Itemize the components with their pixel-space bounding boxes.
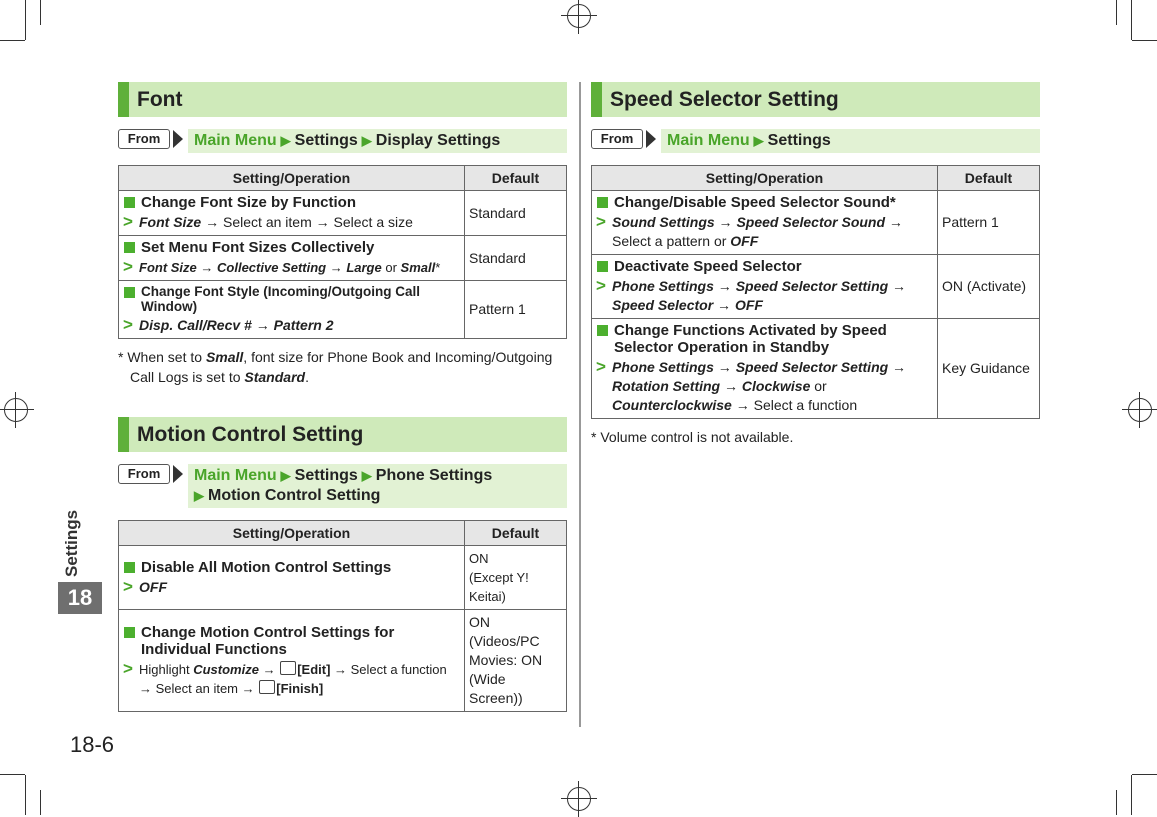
default-value xyxy=(465,546,567,610)
registration-mark xyxy=(0,392,34,428)
default-line: Movies: ON xyxy=(469,652,543,668)
op-step: Select a function xyxy=(350,661,447,677)
op-step: OFF xyxy=(734,297,763,313)
op-step: Pattern 2 xyxy=(273,317,334,333)
op-step: Phone Settings xyxy=(612,359,714,375)
crop-mark xyxy=(40,790,41,815)
crop-mark xyxy=(1131,0,1132,40)
op-step: Sound Settings xyxy=(612,214,715,230)
arrow-icon xyxy=(173,130,183,148)
registration-mark xyxy=(561,781,597,817)
path-main-menu: Main Menu xyxy=(667,132,750,149)
path-main-menu: Main Menu xyxy=(194,467,277,484)
col-header-default: Default xyxy=(465,521,567,546)
item-title: Set Menu Font Sizes Collectively xyxy=(141,239,375,256)
note-text: Standard xyxy=(244,369,306,385)
op-key: [Finish] xyxy=(276,680,324,696)
from-path xyxy=(118,129,567,153)
path-item: Settings xyxy=(767,132,831,149)
chevron-right-icon: > xyxy=(123,658,133,678)
square-bullet-icon xyxy=(124,242,135,253)
left-column xyxy=(118,82,567,712)
op-step: Select an item xyxy=(155,680,238,696)
table-row: Change Motion Control Settings for Individual Functions > Highlight Customize → [Edit] → Select a function → Select an item → [Finish] ON (Videos/PC Movies: ON (Wide Screen)) xyxy=(119,610,567,712)
from-path xyxy=(591,129,1040,153)
table-row xyxy=(119,546,567,610)
op-step: Customize xyxy=(193,661,259,677)
op-step: Select a function xyxy=(753,397,858,413)
crop-mark xyxy=(1116,0,1117,25)
from-badge: From xyxy=(118,129,170,149)
crop-mark xyxy=(25,775,26,815)
triangle-icon: ▶ xyxy=(194,488,204,503)
chapter-number: 18 xyxy=(58,582,102,614)
square-bullet-icon xyxy=(597,261,608,272)
default-line: ON xyxy=(469,551,489,566)
op-step: Small xyxy=(400,260,436,275)
square-bullet-icon xyxy=(124,627,135,638)
footnote-mark: * xyxy=(591,429,597,445)
square-bullet-icon xyxy=(124,287,135,298)
op-step: Speed Selector Setting xyxy=(735,278,889,294)
item-title: Change Motion Control Settings for Individual Functions xyxy=(141,623,395,658)
item-title: Change Font Size by Function xyxy=(141,194,356,211)
path-item: Settings xyxy=(294,467,358,484)
table-row: Change Functions Activated by Speed Selector Operation in Standby > Phone Settings → Speed Selector Setting → Rotation Setting → Clockwise or Counterclockwise → Select a function Key Guidance xyxy=(592,319,1040,419)
from-path xyxy=(118,464,567,508)
op-step: Speed Selector Sound xyxy=(736,214,886,230)
crop-mark xyxy=(1132,40,1157,41)
chevron-right-icon: > xyxy=(596,212,606,231)
square-bullet-icon xyxy=(124,562,135,573)
default-value: ON (Activate) xyxy=(938,255,1040,319)
menu-path xyxy=(188,464,567,508)
section-title-font: Font xyxy=(118,82,567,117)
note-text: . xyxy=(305,369,309,385)
col-header-default: Default xyxy=(938,166,1040,191)
item-title: Change Functions Activated by Speed Selector Operation in Standby xyxy=(614,322,887,356)
arrow-icon xyxy=(646,130,656,148)
from-badge: From xyxy=(591,129,643,149)
menu-path xyxy=(188,129,567,153)
table-row: Set Menu Font Sizes Collectively > Font Size → Collective Setting → Large or Small* Standard xyxy=(119,236,567,281)
chevron-right-icon: > xyxy=(596,276,606,295)
triangle-icon: ▶ xyxy=(280,133,291,148)
op-step: Phone Settings xyxy=(612,278,714,294)
footnote xyxy=(118,347,567,387)
default-value: Key Guidance xyxy=(938,319,1040,419)
section-title-speed: Speed Selector Setting xyxy=(591,82,1040,117)
op-step: Select an item xyxy=(223,214,312,230)
chevron-right-icon: > xyxy=(123,576,133,596)
crop-mark xyxy=(25,0,26,40)
default-value: Standard xyxy=(465,191,567,236)
page-number: 18-6 xyxy=(70,732,115,757)
op-step: Clockwise xyxy=(741,378,811,394)
table-row: Deactivate Speed Selector > Phone Settings → Speed Selector Setting → Speed Selector → OFF ON (Activate) xyxy=(592,255,1040,319)
op-step: Select a pattern or xyxy=(612,233,727,249)
item-title: Deactivate Speed Selector xyxy=(614,258,802,275)
default-line: (Wide Screen)) xyxy=(469,671,523,706)
note-text: When set to xyxy=(127,349,203,365)
note-text: Volume control is not available. xyxy=(600,429,794,445)
column-divider xyxy=(579,82,581,727)
col-header-op: Setting/Operation xyxy=(119,166,465,191)
square-bullet-icon xyxy=(124,197,135,208)
chevron-right-icon: > xyxy=(123,212,133,231)
col-header-op: Setting/Operation xyxy=(592,166,938,191)
crop-mark xyxy=(1132,774,1157,775)
default-value: Pattern 1 xyxy=(938,191,1040,255)
op-step: Disp. Call/Recv # xyxy=(139,317,252,333)
op-step: Rotation Setting xyxy=(612,378,721,394)
op-step: Counterclockwise xyxy=(612,397,732,413)
op-step: OFF xyxy=(730,233,759,249)
table-row: Change Font Style (Incoming/Outgoing Call Window) > Disp. Call/Recv # → Pattern 2 Pattern 1 xyxy=(119,281,567,339)
triangle-icon: ▶ xyxy=(361,468,372,483)
square-bullet-icon xyxy=(597,197,608,208)
item-title: Change/Disable Speed Selector Sound* xyxy=(614,194,896,211)
path-item: Settings xyxy=(294,132,358,149)
item-title: Change Font Style (Incoming/Outgoing Call Window) xyxy=(141,284,420,314)
op-step: Select a size xyxy=(333,214,413,230)
crop-mark xyxy=(1131,775,1132,815)
chevron-right-icon: > xyxy=(123,257,133,276)
default-line: (Except Y! Keitai) xyxy=(469,570,529,604)
op-step: OFF xyxy=(139,578,167,595)
op-step: Font Size xyxy=(139,214,202,230)
font-table xyxy=(118,165,567,339)
path-item: Display Settings xyxy=(375,132,501,149)
op-step: Speed Selector xyxy=(612,297,714,313)
crop-mark xyxy=(0,40,25,41)
menu-path xyxy=(661,129,1040,153)
footnote-mark: * xyxy=(435,260,441,275)
path-item: Motion Control Setting xyxy=(208,487,381,504)
footnote xyxy=(591,427,1040,447)
triangle-icon: ▶ xyxy=(361,133,372,148)
table-row: Change Font Size by Function > Font Size → Select an item → Select a size Standard xyxy=(119,191,567,236)
op-step: Speed Selector Setting xyxy=(735,359,889,375)
note-text: , font size for Phone Book and Incoming/Outgoing Call Logs is set to xyxy=(130,349,553,385)
arrow-icon xyxy=(173,465,183,483)
square-bullet-icon xyxy=(597,325,608,336)
crop-mark xyxy=(1116,790,1117,815)
footnote-mark: * xyxy=(118,349,124,365)
default-line: (Videos/PC xyxy=(469,633,540,649)
chevron-right-icon: > xyxy=(596,357,606,376)
triangle-icon: ▶ xyxy=(280,468,291,483)
op-text: Highlight xyxy=(139,661,190,677)
motion-table xyxy=(118,520,567,712)
path-main-menu: Main Menu xyxy=(194,132,277,149)
op-text: or xyxy=(385,260,397,275)
chevron-right-icon: > xyxy=(123,315,133,334)
speed-table xyxy=(591,165,1040,419)
from-badge: From xyxy=(118,464,170,484)
op-step: Collective Setting xyxy=(217,260,327,275)
note-text: Small xyxy=(205,349,244,365)
section-title-motion: Motion Control Setting xyxy=(118,417,567,452)
path-item: Phone Settings xyxy=(375,467,493,484)
mail-key-icon xyxy=(280,661,296,675)
crop-mark xyxy=(0,774,25,775)
registration-mark xyxy=(1122,392,1157,428)
default-value: Pattern 1 xyxy=(465,281,567,339)
op-text: or xyxy=(814,378,827,394)
registration-mark xyxy=(561,0,597,34)
triangle-icon: ▶ xyxy=(753,133,764,148)
default-line: ON xyxy=(469,614,490,630)
op-step: Font Size xyxy=(139,260,197,275)
default-value xyxy=(465,610,567,712)
side-tab-label: Settings xyxy=(62,509,81,577)
item-title: Disable All Motion Control Settings xyxy=(141,558,392,576)
table-row: Change/Disable Speed Selector Sound* > Sound Settings → Speed Selector Sound → Select a pattern or OFF Pattern 1 xyxy=(592,191,1040,255)
col-header-op: Setting/Operation xyxy=(119,521,465,546)
crop-mark xyxy=(40,0,41,25)
camera-key-icon xyxy=(259,680,275,694)
default-value: Standard xyxy=(465,236,567,281)
op-key: [Edit] xyxy=(297,661,331,677)
right-column xyxy=(591,82,1040,447)
col-header-default: Default xyxy=(465,166,567,191)
op-step: Large xyxy=(346,260,382,275)
